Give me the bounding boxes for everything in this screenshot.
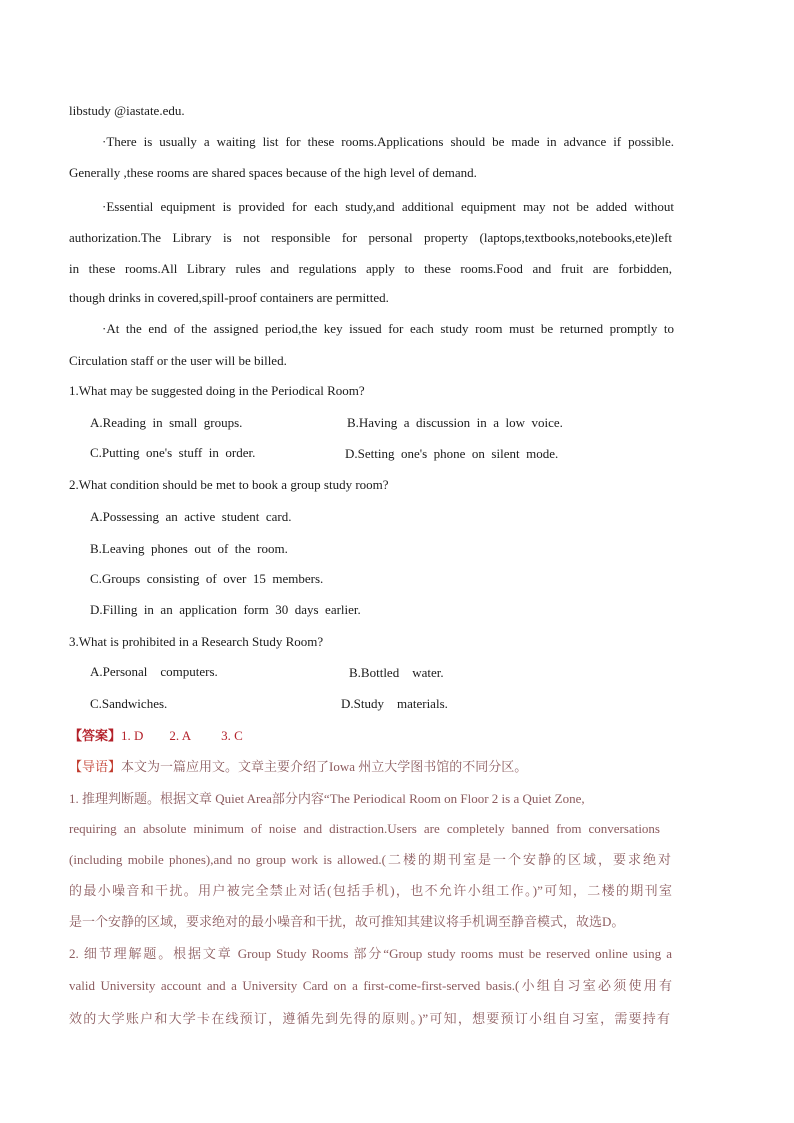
passage-bullet1-line1: ·There is usually a waiting list for these rooms.Applications should be made in advance if possible.: [102, 134, 674, 149]
passage-bullet3-line2: Circulation staff or the user will be billed.: [69, 353, 287, 368]
question-1-option-b: B.Having a discussion in a low voice.: [347, 415, 563, 430]
question-3-option-b: B.Bottled water.: [349, 665, 444, 680]
answer-label: 【答案】: [69, 728, 122, 743]
passage-bullet2-line4: though drinks in covered,spill-proof containers are permitted.: [69, 290, 389, 305]
answer-item-3: 3. C: [221, 728, 243, 743]
passage-bullet2-line2: authorization.The Library is not responsible for personal property (laptops,textbooks,notebooks,ete)left: [69, 230, 672, 245]
question-3-stem: 3.What is prohibited in a Research Study Room?: [69, 634, 324, 649]
explanation-line-8: 效的大学账户和大学卡在线预订，遵循先到先得的原则。)”可知，想要预订小组自习室，需要持有: [69, 1011, 670, 1026]
question-2-option-a: A.Possessing an active student card.: [90, 509, 292, 524]
question-3-option-c: C.Sandwiches.: [90, 696, 168, 711]
passage-bullet2-line1: ·Essential equipment is provided for each study,and additional equipment may not be added without: [102, 199, 674, 214]
question-1-stem: 1.What may be suggested doing in the Periodical Room?: [69, 383, 365, 398]
question-2-stem: 2.What condition should be met to book a group study room?: [69, 477, 389, 492]
question-3-option-d: D.Study materials.: [341, 696, 448, 711]
explanation-line-4: 的最小噪音和干扰。用户被完全禁止对话(包括手机)，也不允许小组工作。)”可知，二楼的期刊室: [69, 883, 672, 898]
explanation-line-7: valid University account and a University Card on a first-come-first-served basis.(小组自习室必须使用有: [69, 978, 672, 993]
explanation-line-1: 1. 推理判断题。根据文章 Quiet Area部分内容“The Periodical Room on Floor 2 is a Quiet Zone,: [69, 791, 585, 806]
question-1-option-d: D.Setting one's phone on silent mode.: [345, 446, 559, 461]
passage-bullet3-line1: ·At the end of the assigned period,the key issued for each study room must be returned promptly to: [102, 321, 674, 336]
passage-email-line: libstudy @iastate.edu.: [69, 103, 185, 118]
passage-bullet2-line3: in these rooms.All Library rules and regulations apply to these rooms.Food and fruit are forbidden,: [69, 261, 672, 276]
answer-item-1: 1. D: [121, 728, 144, 743]
guide-text: 本文为一篇应用文。文章主要介绍了Iowa 州立大学图书馆的不同分区。: [121, 759, 528, 774]
guide-line: [69, 758, 527, 776]
explanation-line-5: 是一个安静的区域，要求绝对的最小噪音和干扰，故可推知其建议将手机调至静音模式，故选D。: [69, 914, 625, 929]
question-2-option-b: B.Leaving phones out of the room.: [90, 541, 288, 556]
answer-item-2: 2. A: [169, 728, 192, 743]
question-1-option-c: C.Putting one's stuff in order.: [90, 445, 256, 460]
guide-label: 【导语】: [69, 759, 122, 774]
answer-line: [69, 727, 243, 745]
explanation-line-2: requiring an absolute minimum of noise and distraction.Users are completely banned from conversations: [69, 821, 660, 836]
question-2-option-d: D.Filling in an application form 30 days earlier.: [90, 602, 361, 617]
question-2-option-c: C.Groups consisting of over 15 members.: [90, 571, 324, 586]
explanation-line-3: (including mobile phones),and no group work is allowed.(二楼的期刊室是一个安静的区域，要求绝对: [69, 852, 671, 867]
explanation-line-6: 2. 细节理解题。根据文章 Group Study Rooms 部分“Group study rooms must be reserved online using a: [69, 946, 672, 961]
passage-bullet1-line2: Generally ,these rooms are shared spaces because of the high level of demand.: [69, 165, 477, 180]
question-3-option-a: A.Personal computers.: [90, 664, 218, 679]
question-1-option-a: A.Reading in small groups.: [90, 415, 243, 430]
